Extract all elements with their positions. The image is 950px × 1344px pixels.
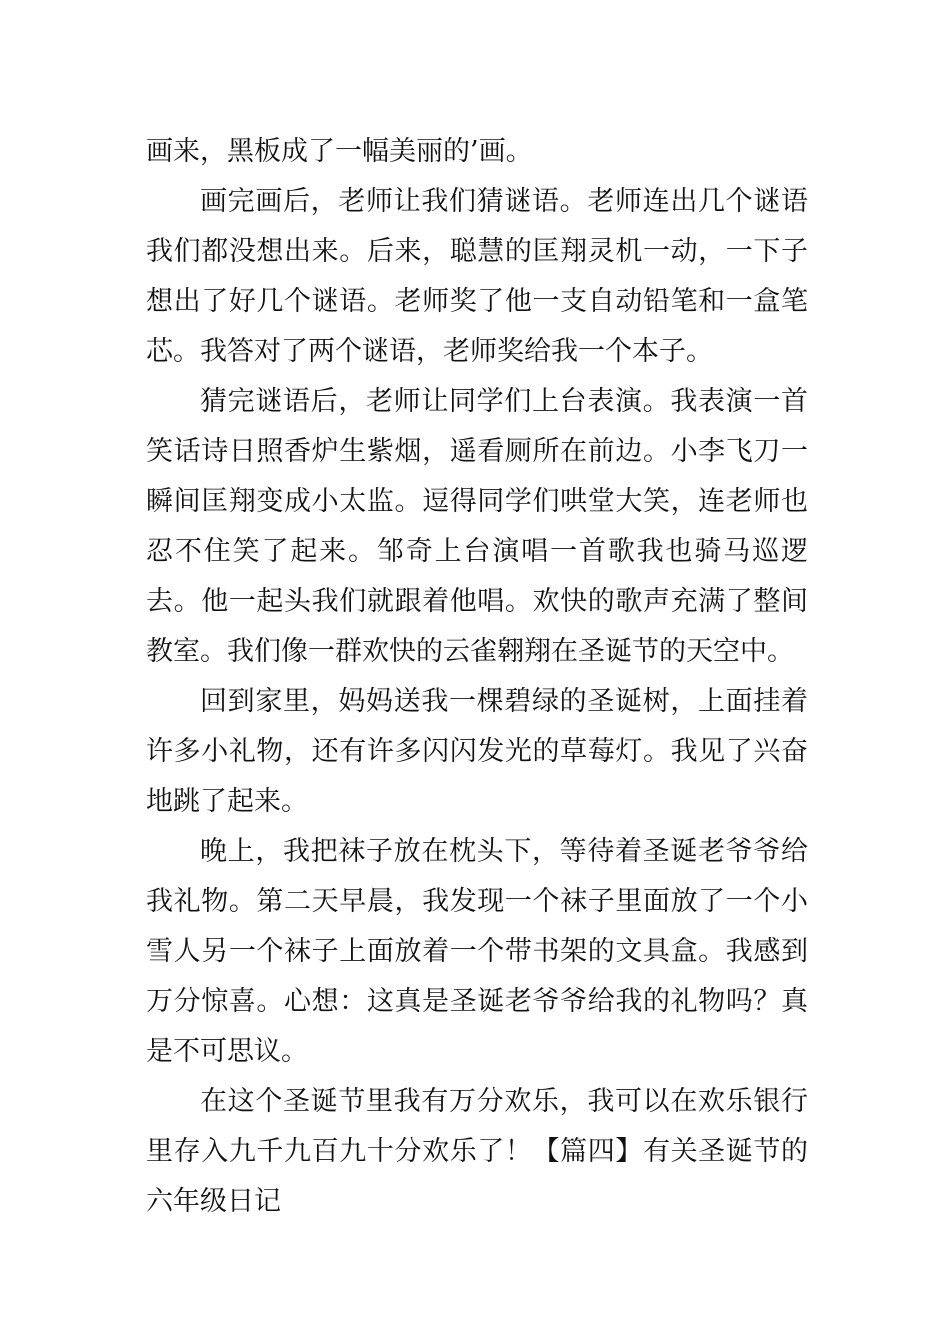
paragraph-conclusion: 在这个圣诞节里我有万分欢乐，我可以在欢乐银行里存入九千九百九十分欢乐了！【篇四】有关圣诞节的六年级日记 [146,1086,808,1217]
paragraph-performance: 猜完谜语后，老师让同学们上台表演。我表演一首笑话诗日照香炉生紫烟，遥看厕所在前边。小李飞刀一瞬间匡翔变成小太监。逗得同学们哄堂大笑，连老师也忍不住笑了起来。邹奇上台演唱一首歌我也骑马巡逻去。他一起头我们就跟着他唱。欢快的歌声充满了整间教室。我们像一群欢快的云雀翱翔在圣诞节的天空中。 [146,386,808,667]
paragraph-stockings: 晚上，我把袜子放在枕头下，等待着圣诞老爷爷给我礼物。第二天早晨，我发现一个袜子里面放了一个小雪人另一个袜子上面放着一个带书架的文具盒。我感到万分惊喜。心想：这真是圣诞老爷爷给我的礼物吗？真是不可思议。 [146,836,808,1067]
document-body [146,127,808,1227]
paragraph-continuation: 画来，黑板成了一幅美丽的’画。 [146,136,533,167]
paragraph-riddles: 画完画后，老师让我们猜谜语。老师连出几个谜语我们都没想出来。后来，聪慧的匡翔灵机一动，一下子想出了好几个谜语。老师奖了他一支自动铅笔和一盒笔芯。我答对了两个谜语，老师奖给我一个本子。 [146,186,808,367]
paragraph-christmas-tree: 回到家里，妈妈送我一棵碧绿的圣诞树，上面挂着许多小礼物，还有许多闪闪发光的草莓灯。我见了兴奋地跳了起来。 [146,686,808,817]
